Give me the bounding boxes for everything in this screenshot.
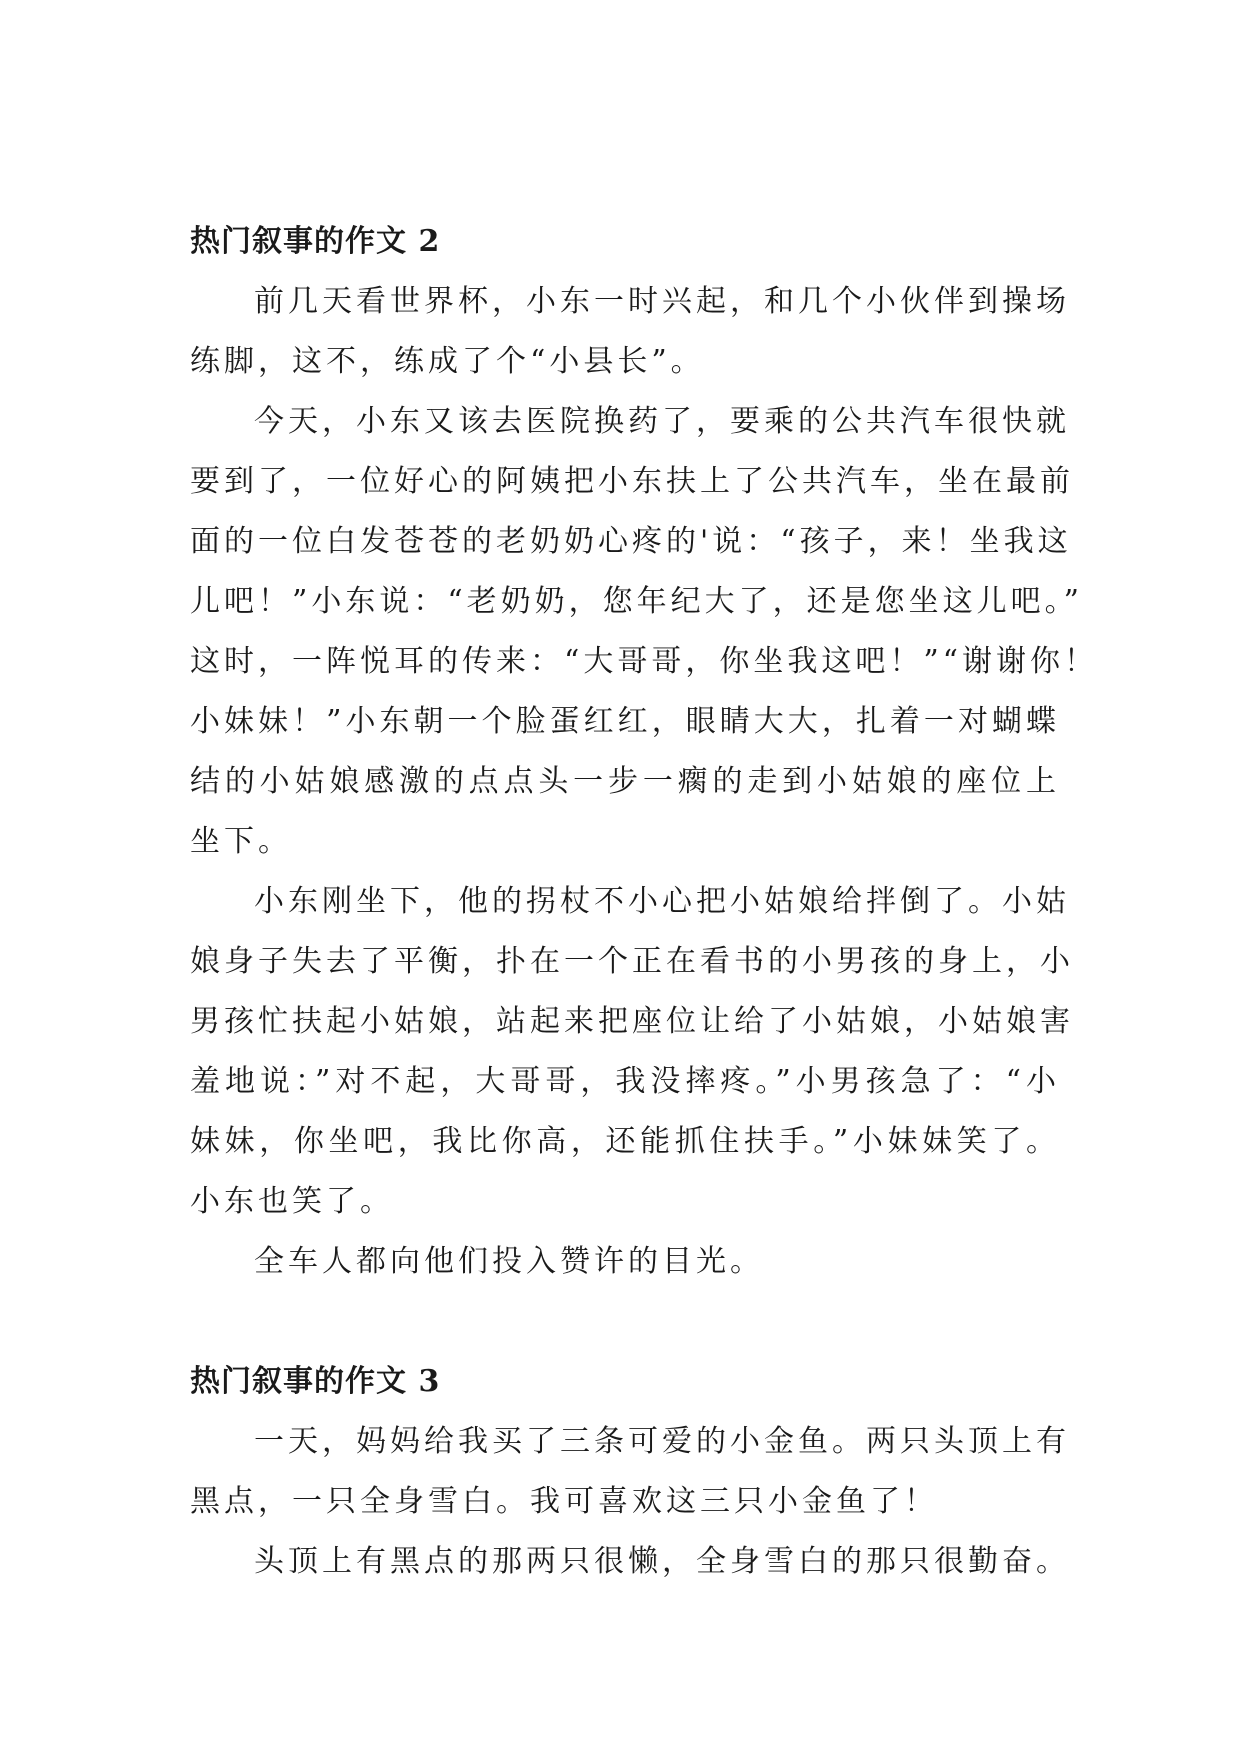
document-page: [190, 212, 1099, 1592]
text-line: 黑点，一只全身雪白。我可喜欢这三只小金鱼了！: [190, 1484, 938, 1519]
text-line: 一天，妈妈给我买了三条可爱的小金鱼。两只头顶上有: [254, 1424, 1070, 1459]
text-line: 妹妹，你坐吧，我比你高，还能抓住扶手。”小妹妹笑了。: [190, 1124, 1060, 1159]
essay-2-title: 热门叙事的作文 2: [190, 224, 441, 259]
essay-3-paragraph-2: [190, 1532, 1070, 1592]
text-line: 这时，一阵悦耳的传来：“大哥哥，你坐我这吧！”“谢谢你！: [190, 644, 1099, 679]
essay-2-paragraph-2: [190, 392, 1099, 872]
essay-3-title: 热门叙事的作文 3: [190, 1364, 441, 1399]
text-line: 练脚，这不，练成了个“小县长”。: [190, 344, 705, 379]
text-line: 结的小姑娘感激的点点头一步一瘸的走到小姑娘的座位上: [190, 764, 1060, 799]
text-line: 儿吧！”小东说：“老奶奶，您年纪大了，还是您坐这儿吧。”: [190, 584, 1084, 619]
text-line: 要到了，一位好心的阿姨把小东扶上了公共汽车，坐在最前: [190, 464, 1074, 499]
text-line: 男孩忙扶起小姑娘，站起来把座位让给了小姑娘，小姑娘害: [190, 1004, 1074, 1039]
text-line: 娘身子失去了平衡，扑在一个正在看书的小男孩的身上，小: [190, 944, 1074, 979]
essay-2-paragraph-1: [190, 272, 1070, 392]
text-line: 面的一位白发苍苍的老奶奶心疼的'说：“孩子，来！坐我这: [190, 524, 1072, 559]
essay-2-paragraph-3: [190, 872, 1074, 1232]
text-line: 坐下。: [190, 824, 292, 859]
text-line: 小东也笑了。: [190, 1184, 394, 1219]
text-line: 小东刚坐下，他的拐杖不小心把小姑娘给拌倒了。小姑: [254, 884, 1070, 919]
text-line: 羞地说：”对不起，大哥哥，我没摔疼。”小男孩急了：“小: [190, 1064, 1060, 1099]
text-line: 前几天看世界杯，小东一时兴起，和几个小伙伴到操场: [254, 284, 1070, 319]
section-spacer: [190, 1292, 1060, 1352]
text-line: 全车人都向他们投入赞许的目光。: [254, 1244, 764, 1279]
essay-2-paragraph-4: [190, 1232, 1060, 1292]
text-line: 今天，小东又该去医院换药了，要乘的公共汽车很快就: [254, 404, 1070, 439]
text-line: 头顶上有黑点的那两只很懒，全身雪白的那只很勤奋。: [254, 1544, 1070, 1579]
text-line: 小妹妹！”小东朝一个脸蛋红红，眼睛大大，扎着一对蝴蝶: [190, 704, 1060, 739]
essay-3-paragraph-1: [190, 1412, 1070, 1532]
